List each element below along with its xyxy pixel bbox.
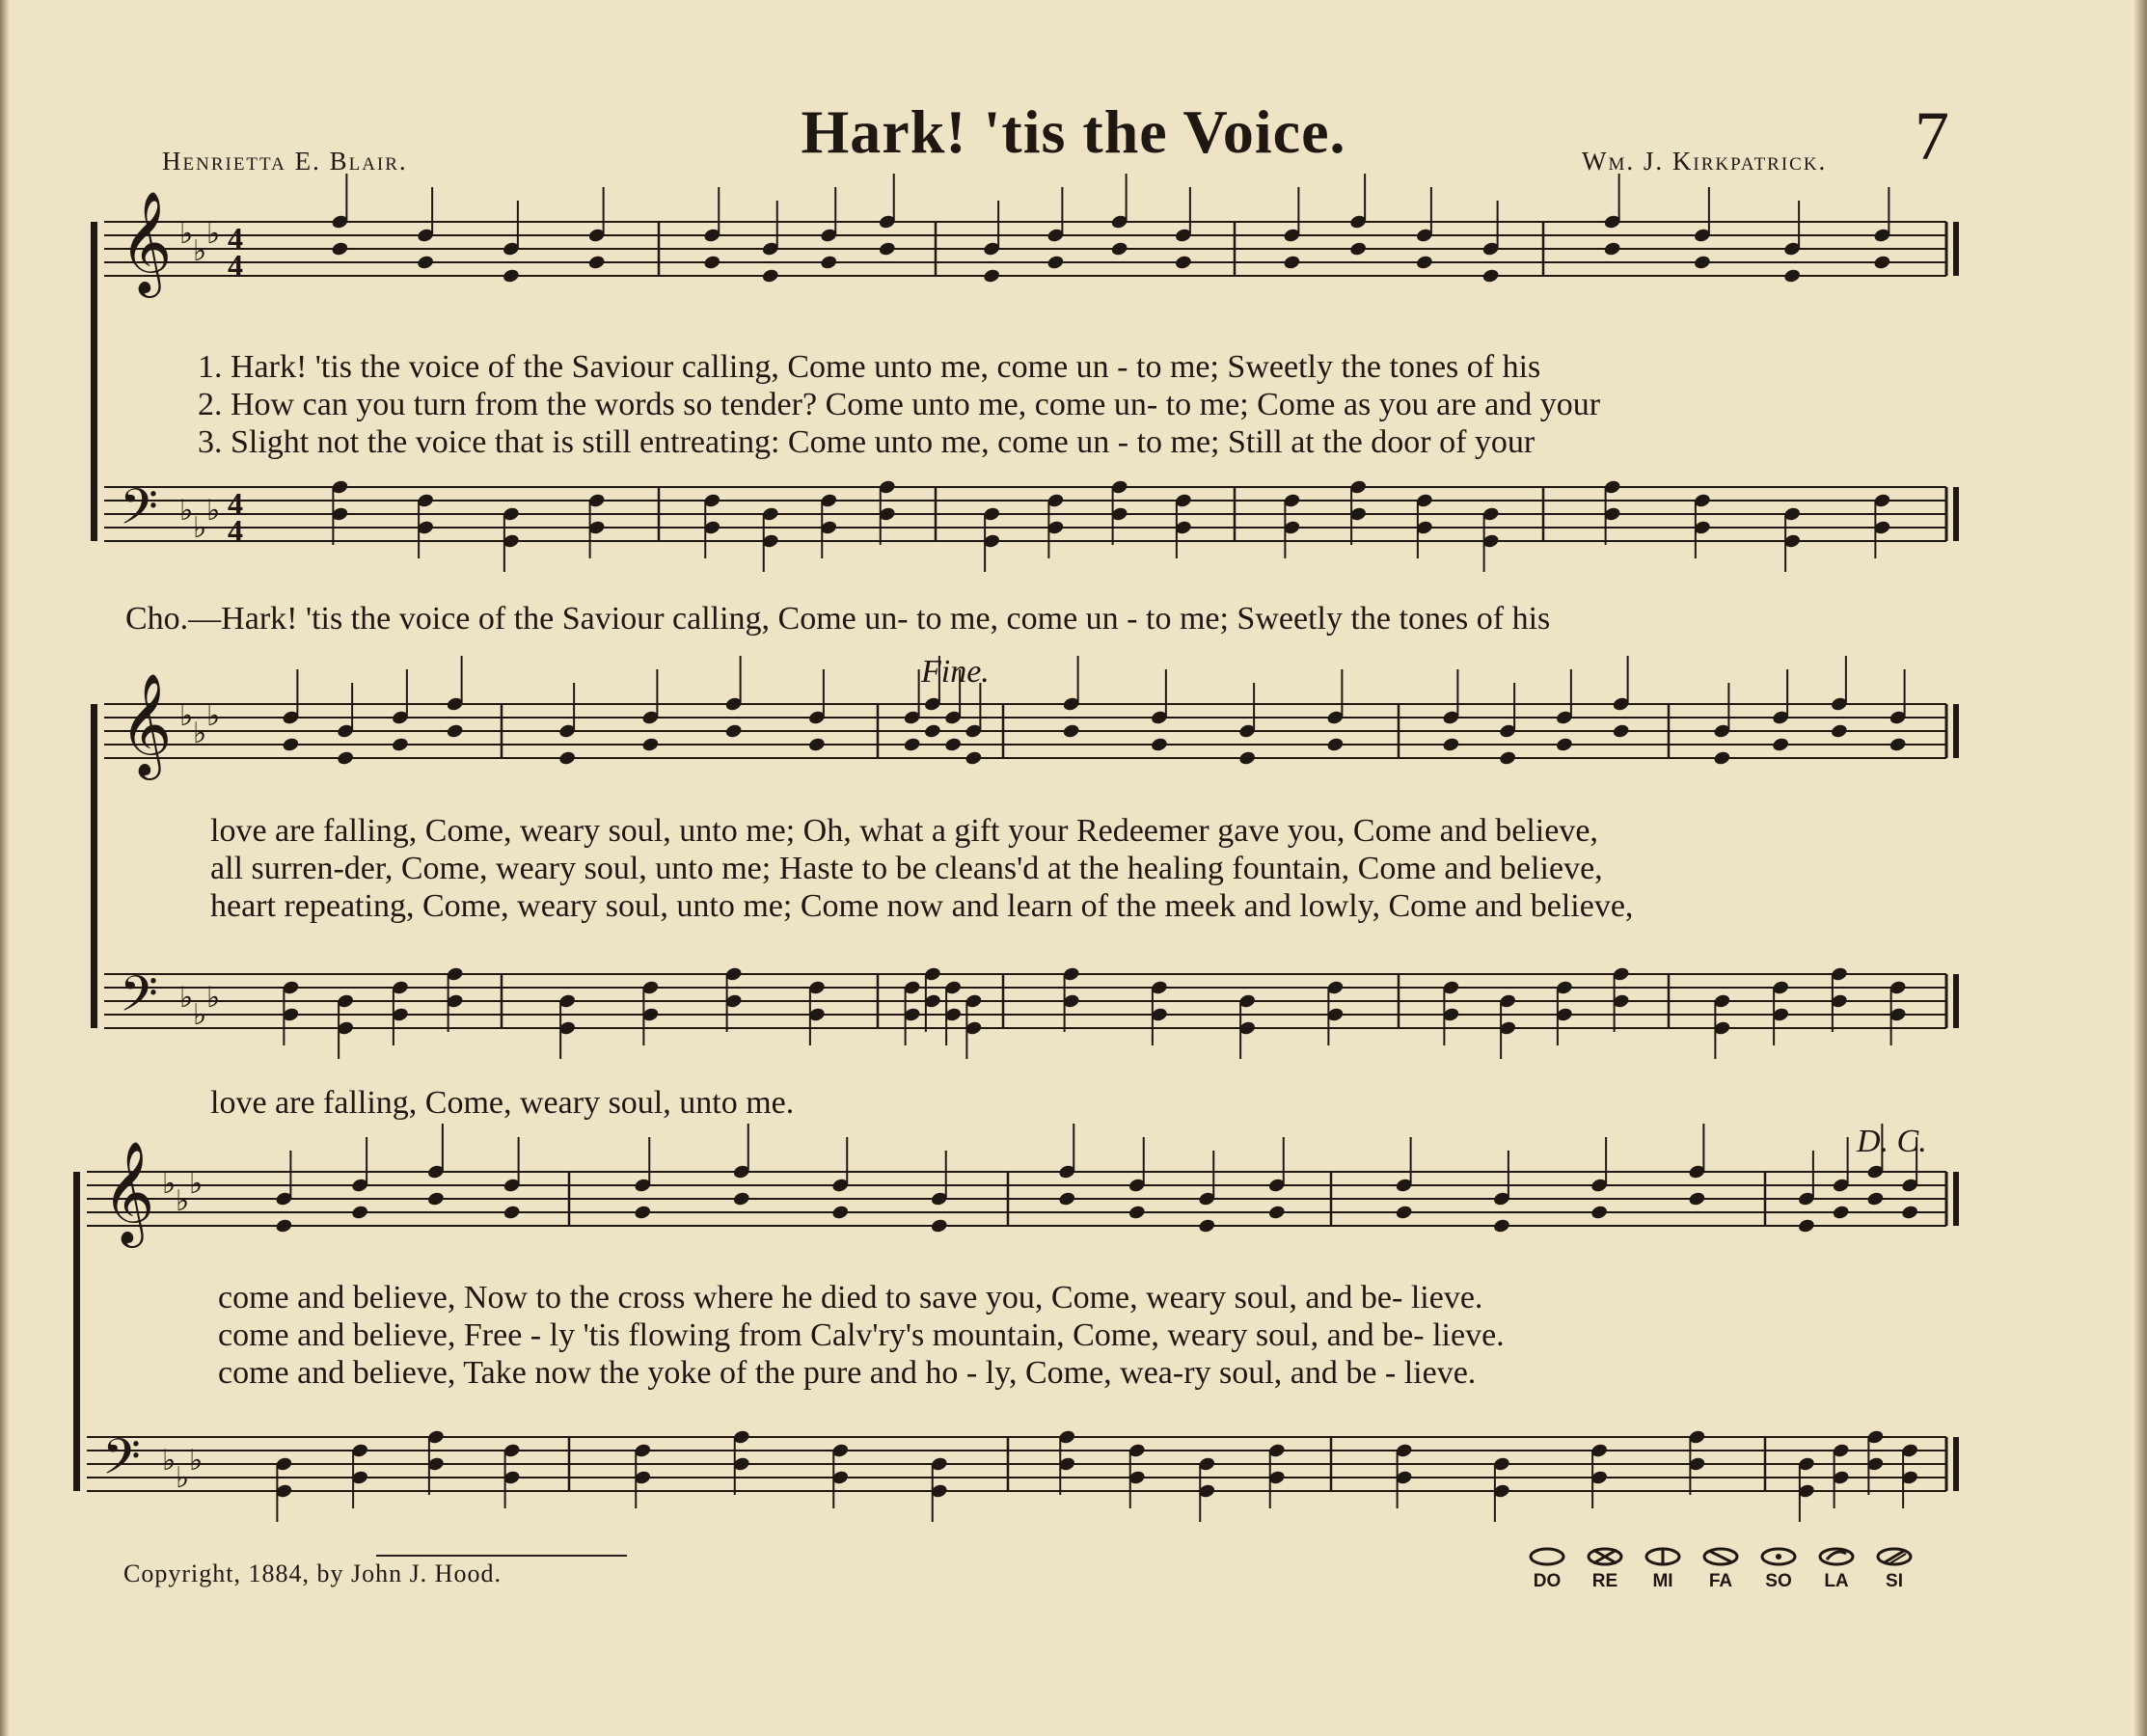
author-credit: Henrietta E. Blair. [162,147,408,176]
system-bracket [91,222,97,541]
note-head [878,241,896,258]
flat-icon: ♭ [179,699,194,733]
note-head [965,750,983,767]
page-number: 7 [1915,97,1949,175]
note-head [1110,241,1128,258]
flat-icon: ♭ [189,1444,204,1478]
system2-verse3: heart repeating, Come, weary soul, unto me; Come now and learn of the meek and lowly, Come and believe, [210,888,1634,924]
flat-icon: ♭ [162,1444,177,1478]
note-head [1238,750,1257,767]
system2-verse2: all surren-der, Come, weary soul, unto me; Haste to be cleans'd at the healing fountain, Come and believe, [210,851,1603,886]
system-bracket [91,704,97,1028]
note-head [1832,1205,1850,1221]
system1-verse3: 3. Slight not the voice that is still entreating: Come unto me, come un - to me; Still at the door of your [198,424,1536,460]
note-head [1442,737,1460,753]
re-shape-icon [1586,1546,1624,1567]
time-signature: 4 [228,221,243,256]
note-head [1349,241,1368,258]
system-bracket [73,1172,80,1491]
legend-label-do: DO [1533,1571,1562,1591]
note-head [1174,255,1192,271]
note-head [1693,255,1711,271]
note-head [807,737,826,753]
note-head [446,723,464,740]
flat-icon: ♭ [206,981,221,1015]
flat-icon: ♭ [206,217,221,251]
note-head [1198,1218,1216,1234]
note-head [634,1205,652,1221]
note-head [761,268,779,285]
note-head [502,268,520,285]
fine-marker: Fine. [921,654,990,690]
flat-icon: ♭ [179,217,194,251]
flat-icon: ♭ [193,511,207,545]
legend-label-fa: FA [1708,1571,1733,1591]
note-head [351,1205,369,1221]
note-head [930,1218,948,1234]
note-head [1612,723,1630,740]
legend-so [1755,1546,1802,1592]
note-head [944,737,963,753]
note-head [426,1191,445,1207]
bass-clef-icon: 𝄢 [120,964,158,1035]
note-head [1901,1205,1919,1221]
legend-fa [1698,1546,1744,1592]
note-head [1555,737,1573,753]
legend-re [1582,1546,1628,1592]
bass-clef-icon: 𝄢 [102,1427,141,1498]
bass-clef-icon: 𝄢 [120,477,158,548]
note-head [331,241,349,258]
note-head [1889,737,1907,753]
note-head [1395,1205,1413,1221]
note-head [1783,268,1802,285]
flat-icon: ♭ [176,1461,190,1495]
mi-shape-icon [1644,1546,1682,1567]
composer-credit: Wm. J. Kirkpatrick. [1582,147,1828,176]
dc-marker: D. C. [1857,1124,1927,1159]
note-head [983,268,1001,285]
flat-icon: ♭ [179,494,194,528]
flat-icon: ♭ [193,998,207,1032]
system3-verse3: come and believe, Take now the yoke of the pure and ho - ly, Come, wea-ry soul, and be - lieve. [218,1355,1477,1391]
flat-icon: ♭ [206,699,221,733]
legend-label-re: RE [1591,1571,1618,1591]
do-shape-icon [1528,1546,1566,1567]
si-shape-icon [1875,1546,1914,1567]
note-head [1590,1205,1609,1221]
time-signature: 4 [228,486,243,521]
la-shape-icon [1817,1546,1856,1567]
note-head [641,737,660,753]
system3-verse1: come and believe, Now to the cross where he died to save you, Come, weary soul, and be- lieve. [218,1280,1483,1316]
flat-icon: ♭ [193,717,207,750]
flat-icon: ♭ [193,234,207,268]
legend-do [1524,1546,1570,1592]
hymn-title: Hark! 'tis the Voice. [801,97,1346,166]
note-head [1866,1191,1885,1207]
flat-icon: ♭ [189,1167,204,1201]
note-head [1873,255,1891,271]
note-head [1046,255,1065,271]
footer-rule [376,1555,627,1557]
note-head [903,737,921,753]
flat-icon: ♭ [179,981,194,1015]
legend-label-la: LA [1824,1571,1849,1591]
note-head [1830,723,1848,740]
note-head [1058,1191,1076,1207]
system1-verse2: 2. How can you turn from the words so tender? Come unto me, come un- to me; Come as you are and your [198,387,1601,422]
note-head [503,1205,521,1221]
so-shape-icon [1759,1546,1798,1567]
treble-clef-icon: 𝄞 [102,1140,155,1243]
legend-label-si: SI [1886,1571,1903,1591]
note-head [1713,750,1731,767]
note-head [558,750,577,767]
note-head [1772,737,1790,753]
note-head [1797,1218,1815,1234]
time-signature: 4 [228,513,243,548]
copyright-notice: Copyright, 1884, by John J. Hood. [123,1560,502,1587]
legend-mi [1640,1546,1686,1592]
note-head [337,750,355,767]
fa-shape-icon [1701,1546,1740,1567]
note-head [724,723,743,740]
legend-si [1871,1546,1917,1592]
flat-icon: ♭ [176,1184,190,1218]
system1-chorus-line: Cho.—Hark! 'tis the voice of the Saviour calling, Come un- to me, come un - to me; Sweetly the tones of his [125,601,1551,637]
note-head [1481,268,1500,285]
note-head [1492,1218,1510,1234]
note-head [587,255,606,271]
legend-label-so: SO [1765,1571,1792,1591]
note-head [1150,737,1168,753]
note-head [1128,1205,1146,1221]
note-head [831,1205,850,1221]
system1-verse1: 1. Hark! 'tis the voice of the Saviour calling, Come unto me, come un - to me; Sweetly the tones of his [198,349,1541,385]
legend-la [1813,1546,1860,1592]
treble-clef-icon: 𝄞 [120,190,173,293]
time-signature: 4 [228,248,243,283]
note-head [1688,1191,1706,1207]
shape-note-legend [1524,1546,1919,1604]
note-head [1499,750,1517,767]
treble-clef-icon: 𝄞 [120,672,173,775]
note-head [1326,737,1345,753]
system3-verse2: come and believe, Free - ly 'tis flowing from Calv'ry's mountain, Come, weary soul, and be- lieve. [218,1317,1505,1353]
flat-icon: ♭ [162,1167,177,1201]
note-head [732,1191,750,1207]
note-head [703,255,721,271]
note-head [391,737,409,753]
flat-icon: ♭ [206,494,221,528]
note-head [1283,255,1301,271]
system2-chorus-line: love are falling, Come, weary soul, unto me. [210,1085,795,1121]
note-head [820,255,838,271]
note-head [282,737,300,753]
note-head [923,723,941,740]
note-head [1415,255,1433,271]
note-head [1603,241,1621,258]
note-head [275,1218,293,1234]
legend-label-mi: MI [1652,1571,1673,1591]
system2-verse1: love are falling, Come, weary soul, unto me; Oh, what a gift your Redeemer gave you, Come and believe, [210,813,1598,849]
note-head [417,255,435,271]
note-head [1267,1205,1286,1221]
note-head [1062,723,1080,740]
